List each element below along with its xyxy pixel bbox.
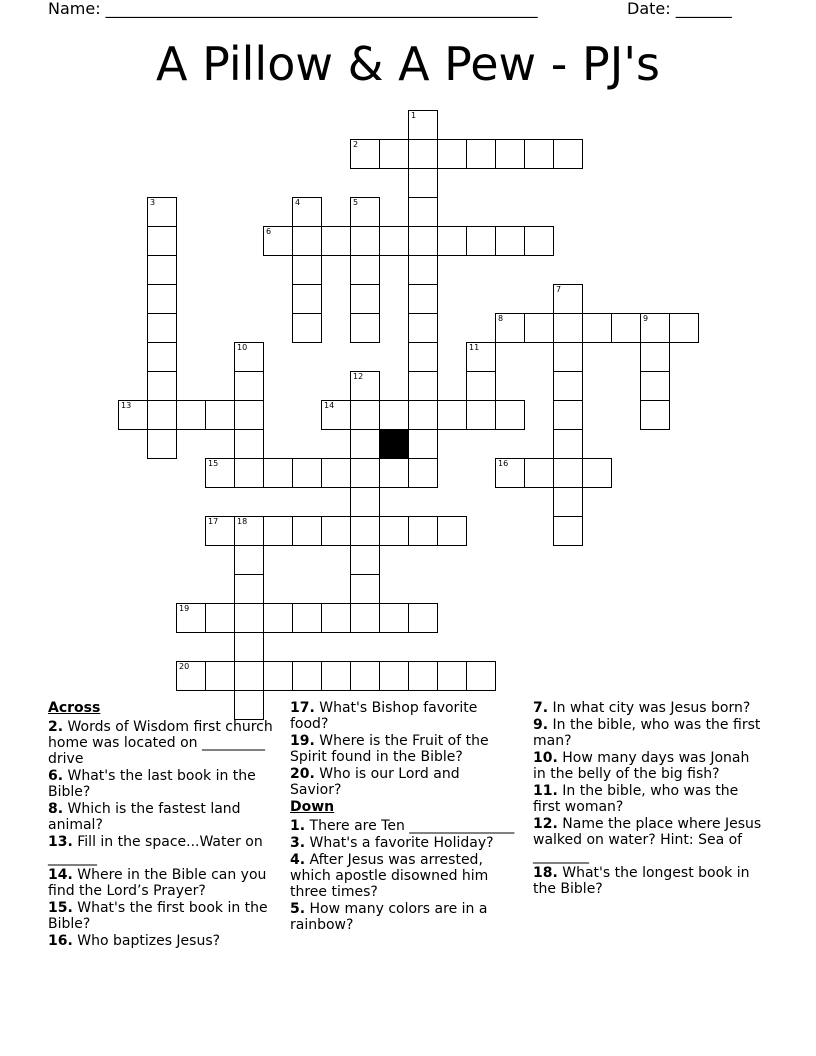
crossword-cell[interactable] [466,226,496,256]
clue-number-label: 7 [556,285,562,294]
crossword-cell[interactable] [205,516,235,546]
crossword-cell[interactable] [466,342,496,372]
clue-number-label: 14 [324,401,335,410]
crossword-cell[interactable] [408,255,438,285]
crossword-cell[interactable] [408,603,438,633]
crossword-cell[interactable] [263,516,293,546]
crossword-cell[interactable] [466,139,496,169]
crossword-cell[interactable] [524,458,554,488]
crossword-cell[interactable] [350,487,380,517]
clue-down-12: 12. Name the place where Jesus walked on water? Hint: Sea of ________ [533,816,762,864]
crossword-cell[interactable] [263,226,293,256]
clue-across-17: 17. What's Bishop favorite food? [290,700,478,732]
clue-number-label: 1 [411,111,417,120]
crossword-cell[interactable] [408,284,438,314]
crossword-cell[interactable] [495,313,525,343]
crossword-cell[interactable] [379,603,409,633]
clue-down-18: 18. What's the longest book in the Bible? [533,865,750,897]
crossword-cell[interactable] [205,400,235,430]
crossword-cell[interactable] [234,603,264,633]
across-heading: Across [48,700,101,716]
crossword-cell[interactable] [379,400,409,430]
crossword-cell[interactable] [553,429,583,459]
crossword-cell[interactable] [640,313,670,343]
clue-across-16: 16. Who baptizes Jesus? [48,933,221,949]
clue-across-19: 19. Where is the Fruit of the Spirit found in the Bible? [290,733,489,765]
crossword-cell[interactable] [263,603,293,633]
crossword-cell[interactable] [582,458,612,488]
crossword-cell[interactable] [582,313,612,343]
crossword-cell[interactable] [292,603,322,633]
crossword-cell[interactable] [350,458,380,488]
crossword-cell[interactable] [147,371,177,401]
clue-across-15: 15. What's the first book in the Bible? [48,900,268,932]
crossword-cell[interactable] [466,661,496,691]
crossword-cell[interactable] [524,139,554,169]
crossword-cell[interactable] [379,458,409,488]
crossword-cell[interactable] [437,226,467,256]
crossword-cell[interactable] [234,458,264,488]
crossword-cell[interactable] [205,458,235,488]
crossword-cell[interactable] [495,226,525,256]
crossword-cell[interactable] [350,661,380,691]
crossword-cell[interactable] [408,371,438,401]
crossword-cell[interactable] [350,284,380,314]
crossword-cell[interactable] [205,661,235,691]
crossword-cell[interactable] [350,603,380,633]
crossword-cell[interactable] [234,400,264,430]
crossword-cell[interactable] [553,139,583,169]
clue-number-label: 10 [237,343,248,352]
crossword-cell[interactable] [292,458,322,488]
name-field-label: Name: ______________________________________________________ [48,0,538,18]
crossword-cell[interactable] [379,226,409,256]
crossword-cell[interactable] [553,400,583,430]
clue-number-label: 2 [353,140,359,149]
crossword-cell[interactable] [437,139,467,169]
crossword-cell[interactable] [408,516,438,546]
crossword-cell[interactable] [408,139,438,169]
crossword-cell[interactable] [553,284,583,314]
crossword-cell[interactable] [321,400,351,430]
crossword-cell[interactable] [408,313,438,343]
clue-down-3: 3. What's a favorite Holiday? [290,835,494,851]
crossword-cell[interactable] [176,400,206,430]
crossword-cell[interactable] [379,139,409,169]
clue-number-label: 19 [179,604,190,613]
crossword-cell[interactable] [147,197,177,227]
crossword-cell[interactable] [379,516,409,546]
clue-number-label: 8 [498,314,504,323]
crossword-cell[interactable] [118,400,148,430]
clue-down-10: 10. How many days was Jonah in the belly of the big fish? [533,750,750,782]
crossword-cell[interactable] [292,516,322,546]
clue-number-label: 5 [353,198,359,207]
crossword-cell[interactable] [292,255,322,285]
page-title: A Pillow & A Pew - PJ's [156,37,660,91]
crossword-cell[interactable] [350,574,380,604]
clue-number-label: 17 [208,517,219,526]
clue-down-11: 11. In the bible, who was the first woman? [533,783,739,815]
crossword-cell[interactable] [408,342,438,372]
crossword-cell[interactable] [408,458,438,488]
crossword-cell[interactable] [379,661,409,691]
clue-number-label: 18 [237,517,248,526]
clue-across-13: 13. Fill in the space...Water on _______ [48,834,263,866]
crossword-cell[interactable] [350,516,380,546]
crossword-cell[interactable] [321,458,351,488]
date-field-label: Date: _______ [627,0,732,18]
crossword-cell[interactable] [408,661,438,691]
crossword-cell[interactable] [350,255,380,285]
crossword-cell[interactable] [611,313,641,343]
clue-number-label: 9 [643,314,649,323]
clue-number-label: 20 [179,662,190,671]
crossword-cell[interactable] [640,371,670,401]
crossword-cell[interactable] [234,632,264,662]
crossword-cell[interactable] [321,603,351,633]
crossword-cell[interactable] [292,284,322,314]
crossword-cell[interactable] [669,313,699,343]
crossword-cell[interactable] [524,313,554,343]
crossword-cell[interactable] [553,458,583,488]
clues-column-3 [533,700,763,898]
down-heading: Down [290,799,335,815]
crossword-cell[interactable] [408,197,438,227]
crossword-cell[interactable] [234,574,264,604]
clue-across-6: 6. What's the last book in the Bible? [48,768,256,800]
crossword-cell[interactable] [147,400,177,430]
crossword-cell[interactable] [292,313,322,343]
crossword-cell[interactable] [176,603,206,633]
crossword-cell[interactable] [263,458,293,488]
crossword-cell[interactable] [350,313,380,343]
clue-across-20: 20. Who is our Lord and Savior? [290,766,460,798]
crossword-cell[interactable] [321,661,351,691]
clue-down-1: 1. There are Ten _______________ [290,818,515,834]
clue-number-label: 12 [353,372,364,381]
crossword-cell[interactable] [640,342,670,372]
crossword-cell[interactable] [234,661,264,691]
crossword-cell[interactable] [147,313,177,343]
crossword-cell[interactable] [553,487,583,517]
clue-down-5: 5. How many colors are in a rainbow? [290,901,488,933]
crossword-cell[interactable] [147,429,177,459]
clue-down-7: 7. In what city was Jesus born? [533,700,751,716]
crossword-cell[interactable] [234,429,264,459]
crossword-cell[interactable] [350,545,380,575]
clue-number-label: 6 [266,227,272,236]
crossword-cell[interactable] [147,226,177,256]
crossword-cell[interactable] [553,516,583,546]
clue-number-label: 13 [121,401,132,410]
crossword-cell[interactable] [147,255,177,285]
crossword-cell[interactable] [350,197,380,227]
clue-number-label: 15 [208,459,219,468]
crossword-cell[interactable] [350,400,380,430]
crossword-cell[interactable] [408,110,438,140]
crossword-black-cell [379,429,409,459]
crossword-cell[interactable] [408,168,438,198]
crossword-cell[interactable] [495,139,525,169]
crossword-cell[interactable] [408,429,438,459]
clue-number-label: 16 [498,459,509,468]
crossword-cell[interactable] [292,661,322,691]
clues-column-1 [48,700,283,950]
crossword-cell[interactable] [234,516,264,546]
crossword-cell[interactable] [524,226,554,256]
crossword-cell[interactable] [147,284,177,314]
crossword-cell[interactable] [176,661,206,691]
crossword-cell[interactable] [350,226,380,256]
crossword-cell[interactable] [466,371,496,401]
crossword-cell[interactable] [437,400,467,430]
crossword-cell[interactable] [553,371,583,401]
crossword-cell[interactable] [234,342,264,372]
clues-column-2 [290,700,515,934]
crossword-cell[interactable] [234,371,264,401]
crossword-cell[interactable] [350,429,380,459]
clue-across-2: 2. Words of Wisdom first church home was located on _________ drive [48,719,273,767]
clue-down-9: 9. In the bible, who was the first man? [533,717,761,749]
crossword-cell[interactable] [495,458,525,488]
clue-number-label: 3 [150,198,156,207]
clue-down-4: 4. After Jesus was arrested, which apostle disowned him three times? [290,852,489,900]
clue-across-14: 14. Where in the Bible can you find the Lord’s Prayer? [48,867,267,899]
crossword-cell[interactable] [495,400,525,430]
crossword-cell[interactable] [466,400,496,430]
clue-number-label: 11 [469,343,480,352]
clue-number-label: 4 [295,198,301,207]
crossword-cell[interactable] [147,342,177,372]
crossword-cell[interactable] [437,661,467,691]
crossword-cell[interactable] [437,516,467,546]
crossword-cell[interactable] [553,342,583,372]
crossword-cell[interactable] [292,226,322,256]
crossword-cell[interactable] [640,400,670,430]
crossword-cell[interactable] [321,226,351,256]
crossword-cell[interactable] [292,197,322,227]
crossword-cell[interactable] [350,371,380,401]
crossword-cell[interactable] [350,139,380,169]
crossword-cell[interactable] [205,603,235,633]
crossword-cell[interactable] [234,545,264,575]
crossword-cell[interactable] [408,226,438,256]
crossword-cell[interactable] [321,516,351,546]
crossword-cell[interactable] [263,661,293,691]
crossword-cell[interactable] [408,400,438,430]
clue-across-8: 8. Which is the fastest land animal? [48,801,241,833]
crossword-cell[interactable] [553,313,583,343]
